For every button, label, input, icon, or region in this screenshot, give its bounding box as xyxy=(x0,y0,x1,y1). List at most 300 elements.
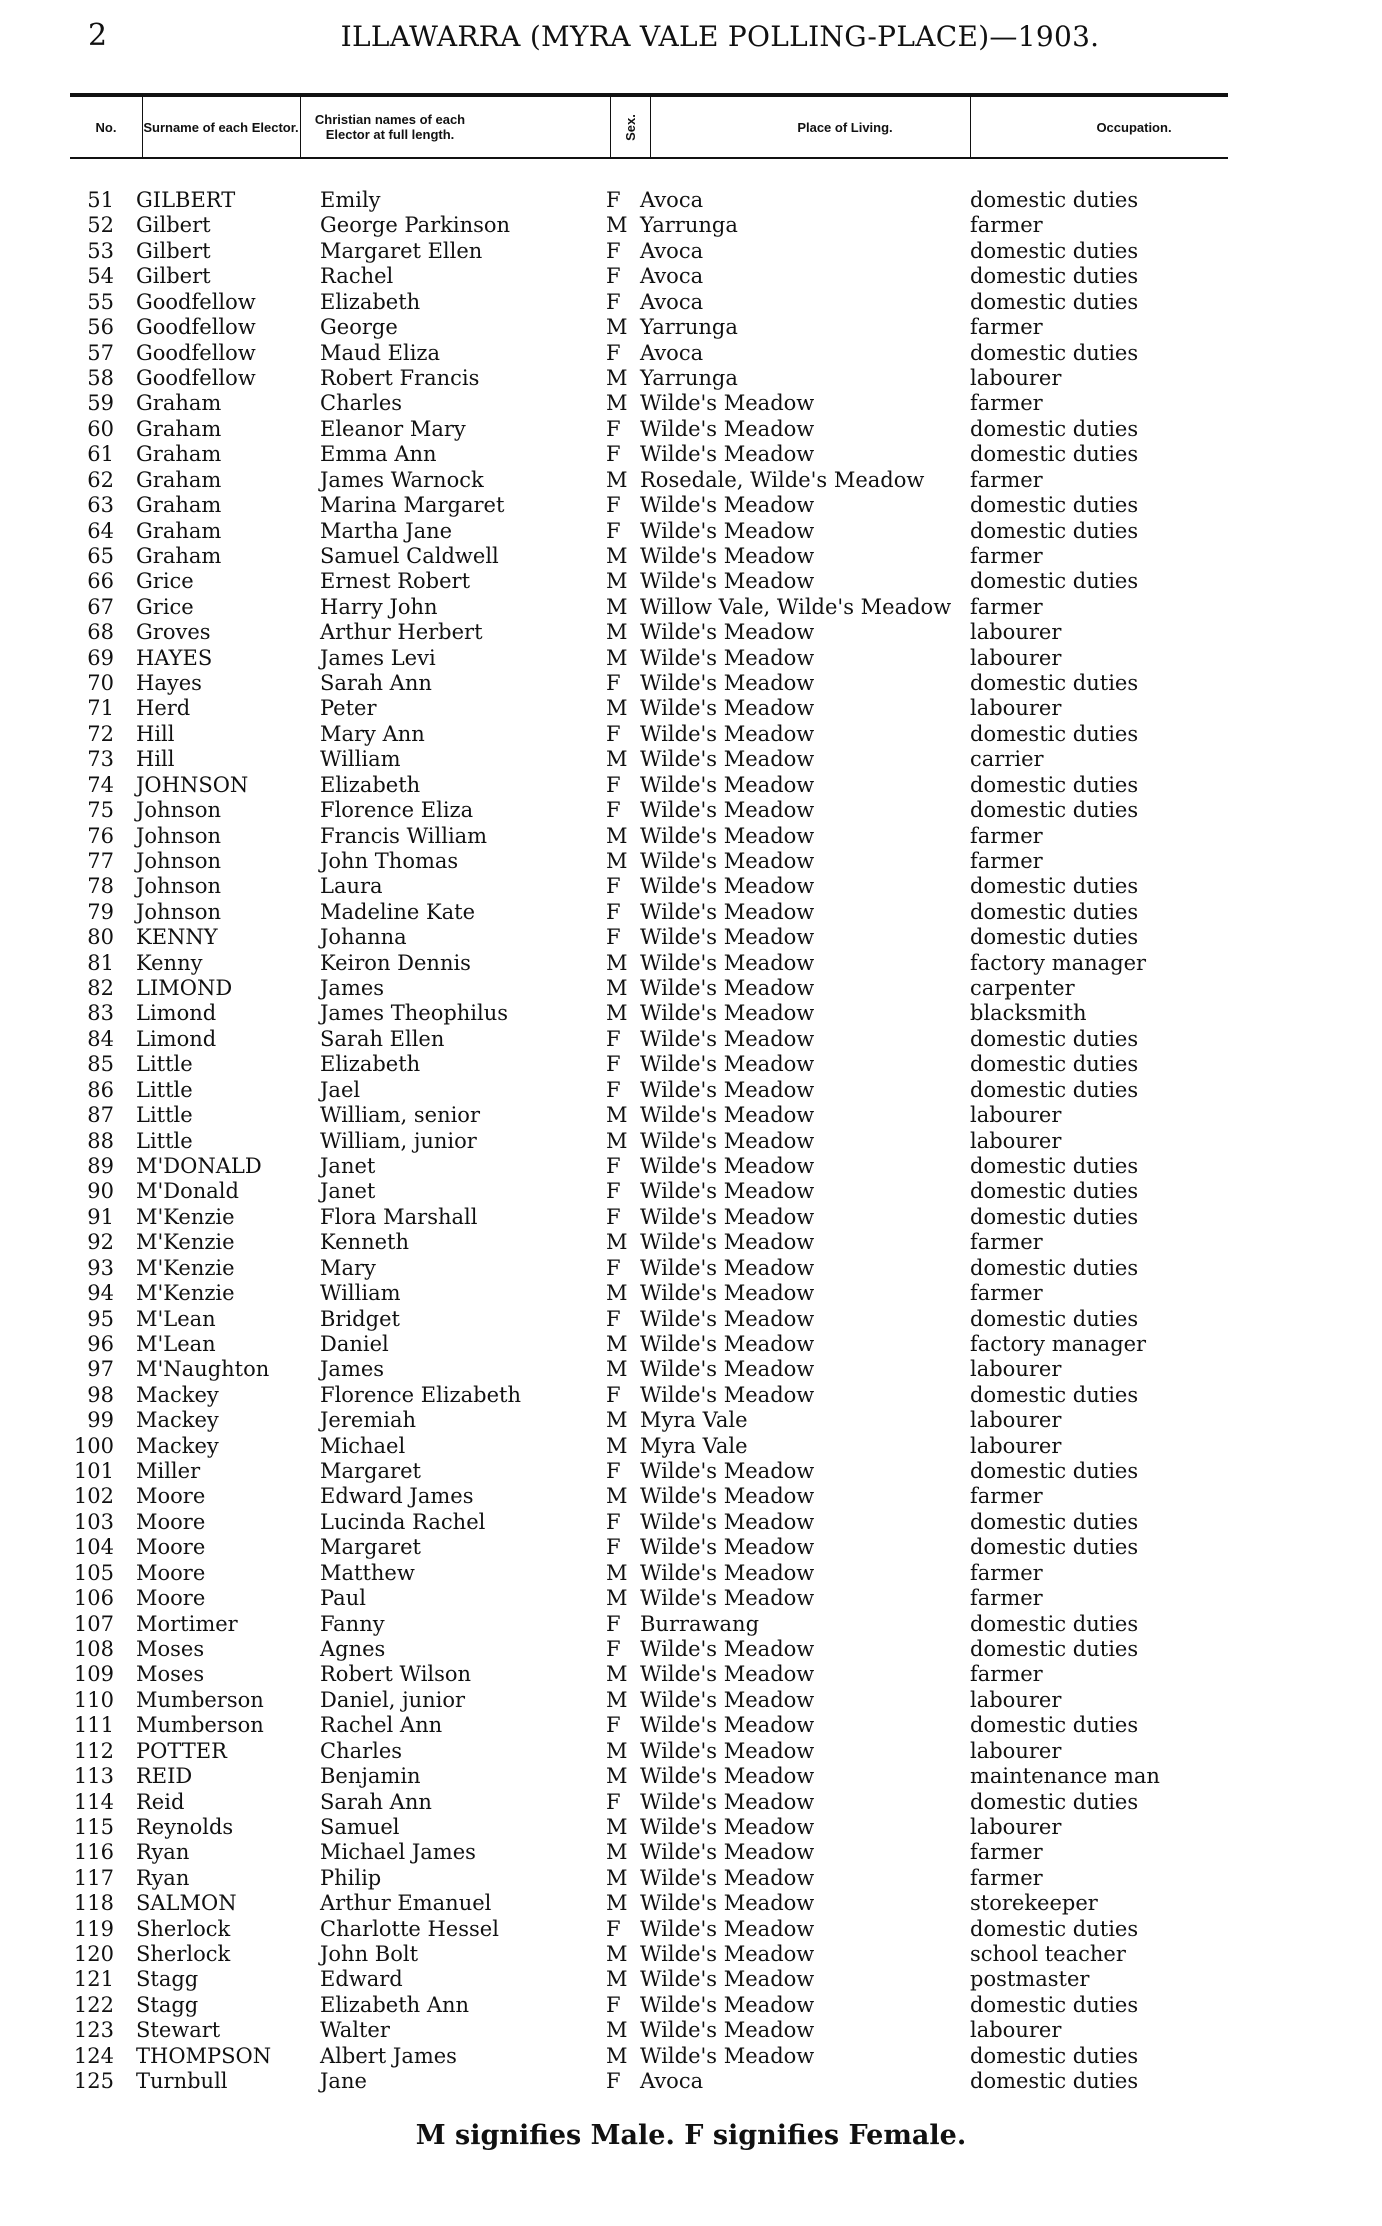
table-row xyxy=(0,1561,1382,1586)
elector-surname: Graham xyxy=(136,442,222,467)
elector-christian-names: Edward James xyxy=(320,1484,474,1509)
elector-surname: Kenny xyxy=(136,950,203,975)
elector-occupation: farmer xyxy=(970,1230,1043,1255)
elector-surname: Mackey xyxy=(136,1382,219,1407)
elector-number: 81 xyxy=(87,950,114,975)
table-row xyxy=(0,1917,1382,1942)
column-divider xyxy=(610,97,611,157)
elector-sex: F xyxy=(606,1459,621,1483)
table-row xyxy=(0,1179,1382,1204)
elector-occupation: school teacher xyxy=(970,1942,1126,1966)
elector-occupation: domestic duties xyxy=(970,340,1139,365)
elector-surname: Gilbert xyxy=(136,264,211,289)
elector-sex: M xyxy=(606,1586,628,1611)
elector-christian-names: Matthew xyxy=(320,1560,415,1585)
elector-place-of-living: Wilde's Meadow xyxy=(640,518,815,543)
elector-surname: Hill xyxy=(136,721,175,746)
elector-occupation: domestic duties xyxy=(970,1509,1139,1534)
header-christian-names: Christian names of each Elector at full length. xyxy=(314,112,466,142)
table-row xyxy=(0,468,1382,493)
elector-place-of-living: Yarrunga xyxy=(640,315,738,340)
elector-sex: F xyxy=(606,238,621,263)
elector-number: 53 xyxy=(87,238,114,263)
elector-sex: M xyxy=(606,950,628,975)
table-header xyxy=(70,97,1228,157)
elector-surname: Ryan xyxy=(136,1865,190,1890)
elector-surname: Goodfellow xyxy=(136,365,256,390)
elector-sex: F xyxy=(606,264,621,289)
elector-christian-names: Samuel xyxy=(320,1814,400,1839)
table-row xyxy=(0,874,1382,899)
elector-surname: Graham xyxy=(136,391,222,416)
elector-place-of-living: Yarrunga xyxy=(640,213,738,238)
elector-sex: M xyxy=(606,543,628,568)
elector-christian-names: Robert Wilson xyxy=(320,1662,472,1687)
elector-surname: M'Kenzie xyxy=(136,1204,235,1229)
elector-occupation: domestic duties xyxy=(970,1306,1139,1331)
elector-number: 106 xyxy=(73,1586,114,1611)
elector-surname: Grice xyxy=(136,594,194,619)
table-row xyxy=(0,264,1382,289)
elector-sex: F xyxy=(606,721,621,746)
elector-surname: Graham xyxy=(136,543,222,568)
table-row xyxy=(0,1332,1382,1357)
table-row xyxy=(0,1001,1382,1026)
elector-place-of-living: Wilde's Meadow xyxy=(640,1255,815,1280)
elector-place-of-living: Wilde's Meadow xyxy=(640,1891,815,1916)
elector-sex: F xyxy=(606,1636,621,1661)
table-row xyxy=(0,671,1382,696)
elector-place-of-living: Wilde's Meadow xyxy=(640,721,815,746)
elector-occupation: domestic duties xyxy=(970,1204,1139,1229)
elector-number: 68 xyxy=(87,620,114,645)
elector-occupation: domestic duties xyxy=(970,2069,1139,2094)
elector-number: 100 xyxy=(73,1433,114,1458)
table-row xyxy=(0,1408,1382,1433)
elector-christian-names: James Levi xyxy=(320,645,436,670)
elector-surname: Turnbull xyxy=(136,2069,228,2094)
elector-christian-names: Maud Eliza xyxy=(320,340,441,365)
elector-surname: Moore xyxy=(136,1586,206,1611)
elector-christian-names: Kenneth xyxy=(320,1230,409,1255)
elector-place-of-living: Wilde's Meadow xyxy=(640,1128,815,1153)
elector-christian-names: Florence Eliza xyxy=(320,798,474,823)
elector-sex: F xyxy=(606,493,621,517)
elector-sex: M xyxy=(606,391,628,416)
elector-place-of-living: Wilde's Meadow xyxy=(640,1230,815,1255)
elector-sex: M xyxy=(606,2043,628,2068)
elector-christian-names: Samuel Caldwell xyxy=(320,543,499,568)
elector-christian-names: Emily xyxy=(320,188,381,212)
elector-occupation: domestic duties xyxy=(970,899,1139,924)
elector-sex: M xyxy=(606,2018,628,2043)
table-row xyxy=(0,1535,1382,1560)
elector-number: 93 xyxy=(87,1255,114,1280)
elector-number: 89 xyxy=(87,1154,114,1178)
elector-place-of-living: Rosedale, Wilde's Meadow xyxy=(640,467,925,492)
elector-sex: F xyxy=(606,874,621,899)
elector-place-of-living: Wilde's Meadow xyxy=(640,874,815,899)
elector-number: 108 xyxy=(73,1636,114,1661)
elector-place-of-living: Wilde's Meadow xyxy=(640,1001,815,1026)
table-row xyxy=(0,620,1382,645)
elector-number: 61 xyxy=(87,442,114,467)
elector-place-of-living: Wilde's Meadow xyxy=(640,1077,815,1102)
elector-occupation: farmer xyxy=(970,848,1043,873)
elector-christian-names: James Warnock xyxy=(320,467,484,492)
elector-place-of-living: Wilde's Meadow xyxy=(640,696,815,721)
elector-surname: M'Naughton xyxy=(136,1357,270,1382)
table-row xyxy=(0,1891,1382,1916)
elector-place-of-living: Avoca xyxy=(640,188,704,212)
elector-number: 120 xyxy=(73,1942,114,1966)
elector-place-of-living: Wilde's Meadow xyxy=(640,823,815,848)
elector-occupation: domestic duties xyxy=(970,671,1139,695)
elector-place-of-living: Myra Vale xyxy=(640,1408,748,1433)
elector-number: 51 xyxy=(87,188,114,212)
elector-christian-names: Bridget xyxy=(320,1306,400,1331)
elector-occupation: domestic duties xyxy=(970,798,1139,823)
elector-surname: JOHNSON xyxy=(136,772,249,797)
column-divider xyxy=(650,97,651,157)
elector-place-of-living: Wilde's Meadow xyxy=(640,671,815,695)
table-row xyxy=(0,1357,1382,1382)
elector-place-of-living: Wilde's Meadow xyxy=(640,1967,815,1992)
elector-sex: F xyxy=(606,1535,621,1560)
elector-place-of-living: Wilde's Meadow xyxy=(640,1992,815,2017)
elector-place-of-living: Wilde's Meadow xyxy=(640,1484,815,1509)
elector-number: 79 xyxy=(87,899,114,924)
elector-surname: POTTER xyxy=(136,1738,227,1763)
elector-surname: M'Kenzie xyxy=(136,1230,235,1255)
elector-christian-names: William, senior xyxy=(320,1103,480,1128)
elector-occupation: domestic duties xyxy=(970,1789,1139,1814)
elector-sex: F xyxy=(606,671,621,695)
elector-surname: Sherlock xyxy=(136,1916,231,1941)
elector-surname: Gilbert xyxy=(136,213,211,238)
elector-occupation: farmer xyxy=(970,543,1043,568)
elector-number: 85 xyxy=(87,1052,114,1077)
elector-sex: F xyxy=(606,289,621,314)
elector-number: 80 xyxy=(87,925,114,950)
elector-christian-names: Sarah Ann xyxy=(320,1789,432,1814)
table-row xyxy=(0,849,1382,874)
elector-sex: F xyxy=(606,416,621,441)
elector-christian-names: Charles xyxy=(320,391,403,416)
elector-occupation: domestic duties xyxy=(970,1255,1139,1280)
elector-sex: F xyxy=(606,1916,621,1941)
elector-occupation: domestic duties xyxy=(970,1154,1139,1178)
elector-surname: M'Kenzie xyxy=(136,1281,235,1306)
table-row xyxy=(0,1307,1382,1332)
elector-number: 121 xyxy=(73,1967,114,1992)
table-row xyxy=(0,1154,1382,1179)
table-row xyxy=(0,239,1382,264)
elector-occupation: domestic duties xyxy=(970,1459,1139,1483)
elector-sex: M xyxy=(606,848,628,873)
elector-christian-names: Daniel xyxy=(320,1331,389,1356)
elector-place-of-living: Wilde's Meadow xyxy=(640,1814,815,1839)
elector-number: 82 xyxy=(87,976,114,1000)
table-row xyxy=(0,2069,1382,2094)
elector-surname: Moses xyxy=(136,1662,205,1687)
elector-place-of-living: Avoca xyxy=(640,289,704,314)
elector-occupation: domestic duties xyxy=(970,1713,1139,1738)
elector-surname: Reid xyxy=(136,1789,185,1814)
elector-surname: REID xyxy=(136,1764,193,1788)
elector-surname: Johnson xyxy=(136,823,222,848)
elector-number: 69 xyxy=(87,645,114,670)
elector-occupation: domestic duties xyxy=(970,1916,1139,1941)
elector-occupation: farmer xyxy=(970,1662,1043,1687)
column-divider xyxy=(970,97,971,157)
elector-surname: Stagg xyxy=(136,1992,199,2017)
table-row xyxy=(0,1586,1382,1611)
elector-occupation: labourer xyxy=(970,1357,1062,1382)
elector-occupation: factory manager xyxy=(970,1331,1147,1356)
elector-number: 64 xyxy=(87,518,114,543)
elector-christian-names: Margaret Ellen xyxy=(320,238,483,263)
elector-occupation: domestic duties xyxy=(970,1535,1139,1560)
elector-sex: M xyxy=(606,365,628,390)
elector-sex: M xyxy=(606,823,628,848)
elector-sex: M xyxy=(606,1738,628,1763)
elector-place-of-living: Wilde's Meadow xyxy=(640,442,815,467)
elector-number: 84 xyxy=(87,1026,114,1051)
elector-place-of-living: Wilde's Meadow xyxy=(640,1331,815,1356)
table-row xyxy=(0,1052,1382,1077)
elector-place-of-living: Wilde's Meadow xyxy=(640,798,815,823)
elector-christian-names: Florence Elizabeth xyxy=(320,1382,521,1407)
elector-sex: M xyxy=(606,594,628,619)
elector-sex: M xyxy=(606,1408,628,1433)
elector-surname: Mumberson xyxy=(136,1687,264,1712)
elector-sex: M xyxy=(606,1560,628,1585)
elector-occupation: labourer xyxy=(970,1128,1062,1153)
elector-occupation: domestic duties xyxy=(970,289,1139,314)
elector-place-of-living: Wilde's Meadow xyxy=(640,1281,815,1306)
elector-christian-names: Agnes xyxy=(320,1636,386,1661)
elector-place-of-living: Wilde's Meadow xyxy=(640,1586,815,1611)
table-row xyxy=(0,1459,1382,1484)
elector-number: 95 xyxy=(87,1306,114,1331)
elector-sex: F xyxy=(606,2069,621,2094)
elector-number: 94 xyxy=(87,1281,114,1306)
elector-place-of-living: Wilde's Meadow xyxy=(640,1357,815,1382)
elector-place-of-living: Wilde's Meadow xyxy=(640,645,815,670)
elector-occupation: storekeeper xyxy=(970,1891,1098,1916)
elector-number: 103 xyxy=(73,1509,114,1534)
elector-occupation: farmer xyxy=(970,823,1043,848)
elector-surname: Johnson xyxy=(136,874,222,899)
elector-number: 76 xyxy=(87,823,114,848)
elector-sex: F xyxy=(606,1026,621,1051)
elector-number: 109 xyxy=(73,1662,114,1687)
elector-sex: M xyxy=(606,467,628,492)
elector-occupation: carrier xyxy=(970,747,1044,772)
elector-christian-names: Janet xyxy=(320,1179,376,1204)
elector-number: 114 xyxy=(73,1789,114,1814)
elector-number: 77 xyxy=(87,848,114,873)
elector-christian-names: Philip xyxy=(320,1865,382,1890)
elector-sex: M xyxy=(606,1840,628,1865)
elector-sex: M xyxy=(606,1891,628,1916)
table-row xyxy=(0,1993,1382,2018)
elector-surname: KENNY xyxy=(136,925,218,950)
elector-place-of-living: Wilde's Meadow xyxy=(640,950,815,975)
elector-christian-names: Marina Margaret xyxy=(320,493,505,517)
elector-christian-names: Jael xyxy=(320,1077,361,1102)
header-no: No. xyxy=(95,119,117,135)
elector-place-of-living: Wilde's Meadow xyxy=(640,1687,815,1712)
elector-place-of-living: Wilde's Meadow xyxy=(640,543,815,568)
elector-christian-names: Mary Ann xyxy=(320,721,425,746)
elector-sex: F xyxy=(606,1052,621,1077)
elector-sex: F xyxy=(606,1306,621,1331)
table-row xyxy=(0,1637,1382,1662)
table-row xyxy=(0,595,1382,620)
elector-sex: M xyxy=(606,1230,628,1255)
elector-place-of-living: Wilde's Meadow xyxy=(640,1026,815,1051)
elector-sex: F xyxy=(606,518,621,543)
elector-occupation: farmer xyxy=(970,1281,1043,1306)
elector-sex: F xyxy=(606,1611,621,1636)
elector-occupation: labourer xyxy=(970,1433,1062,1458)
elector-number: 55 xyxy=(87,289,114,314)
elector-number: 58 xyxy=(87,365,114,390)
elector-christian-names: Sarah Ann xyxy=(320,671,432,695)
elector-christian-names: Fanny xyxy=(320,1611,385,1636)
elector-sex: M xyxy=(606,747,628,772)
elector-sex: M xyxy=(606,1331,628,1356)
elector-surname: Ryan xyxy=(136,1840,190,1865)
elector-surname: Limond xyxy=(136,1026,217,1051)
elector-christian-names: Michael xyxy=(320,1433,406,1458)
elector-place-of-living: Wilde's Meadow xyxy=(640,1179,815,1204)
elector-occupation: farmer xyxy=(970,467,1043,492)
elector-occupation: domestic duties xyxy=(970,925,1139,950)
table-row xyxy=(0,1078,1382,1103)
elector-place-of-living: Wilde's Meadow xyxy=(640,747,815,772)
elector-christian-names: Jane xyxy=(320,2069,367,2094)
elector-number: 98 xyxy=(87,1382,114,1407)
elector-surname: Hill xyxy=(136,747,175,772)
elector-sex: M xyxy=(606,1662,628,1687)
elector-number: 102 xyxy=(73,1484,114,1509)
table-row xyxy=(0,1129,1382,1154)
elector-surname: Stagg xyxy=(136,1967,199,1992)
elector-number: 111 xyxy=(73,1713,114,1738)
elector-sex: M xyxy=(606,645,628,670)
table-row xyxy=(0,1383,1382,1408)
elector-place-of-living: Wilde's Meadow xyxy=(640,1789,815,1814)
elector-surname: Graham xyxy=(136,467,222,492)
elector-sex: F xyxy=(606,1789,621,1814)
elector-number: 116 xyxy=(73,1840,114,1865)
elector-occupation: domestic duties xyxy=(970,518,1139,543)
elector-occupation: domestic duties xyxy=(970,2043,1139,2068)
elector-number: 86 xyxy=(87,1077,114,1102)
header-sex-cell xyxy=(610,97,650,157)
elector-place-of-living: Wilde's Meadow xyxy=(640,1459,815,1483)
elector-number: 115 xyxy=(73,1814,114,1839)
header-surname: Surname of each Elector. xyxy=(143,119,299,135)
table-row xyxy=(0,696,1382,721)
elector-occupation: domestic duties xyxy=(970,442,1139,467)
elector-sex: F xyxy=(606,1992,621,2017)
elector-surname: Stewart xyxy=(136,2018,221,2043)
elector-occupation: labourer xyxy=(970,1738,1062,1763)
elector-number: 59 xyxy=(87,391,114,416)
table-row xyxy=(0,1713,1382,1738)
elector-number: 75 xyxy=(87,798,114,823)
elector-occupation: farmer xyxy=(970,1586,1043,1611)
elector-place-of-living: Wilde's Meadow xyxy=(640,1840,815,1865)
elector-sex: F xyxy=(606,1179,621,1204)
table-row xyxy=(0,1434,1382,1459)
elector-occupation: farmer xyxy=(970,1560,1043,1585)
table-row xyxy=(0,1205,1382,1230)
elector-christian-names: Arthur Herbert xyxy=(320,620,483,645)
table-row xyxy=(0,1790,1382,1815)
elector-christian-names: Laura xyxy=(320,874,383,899)
elector-occupation: labourer xyxy=(970,1814,1062,1839)
elector-occupation: labourer xyxy=(970,1408,1062,1433)
elector-christian-names: Rachel Ann xyxy=(320,1713,443,1738)
elector-surname: Goodfellow xyxy=(136,315,256,340)
table-row xyxy=(0,1281,1382,1306)
elector-place-of-living: Wilde's Meadow xyxy=(640,569,815,594)
elector-occupation: domestic duties xyxy=(970,721,1139,746)
elector-sex: M xyxy=(606,696,628,721)
elector-christian-names: Margaret xyxy=(320,1535,421,1560)
elector-sex: M xyxy=(606,1357,628,1382)
elector-number: 97 xyxy=(87,1357,114,1382)
elector-christian-names: Paul xyxy=(320,1586,366,1611)
elector-number: 56 xyxy=(87,315,114,340)
elector-christian-names: George xyxy=(320,315,398,340)
elector-sex: F xyxy=(606,772,621,797)
elector-christian-names: Jeremiah xyxy=(320,1408,416,1433)
elector-place-of-living: Wilde's Meadow xyxy=(640,1509,815,1534)
elector-sex: M xyxy=(606,1433,628,1458)
table-row xyxy=(0,1027,1382,1052)
elector-christian-names: Francis William xyxy=(320,823,488,848)
elector-number: 87 xyxy=(87,1103,114,1128)
elector-number: 62 xyxy=(87,467,114,492)
elector-occupation: domestic duties xyxy=(970,493,1139,517)
elector-place-of-living: Avoca xyxy=(640,340,704,365)
elector-number: 107 xyxy=(73,1611,114,1636)
header-occupation: Occupation. xyxy=(1096,119,1172,135)
elector-christian-names: Sarah Ellen xyxy=(320,1026,445,1051)
table-row xyxy=(0,1967,1382,1992)
elector-place-of-living: Wilde's Meadow xyxy=(640,1306,815,1331)
elector-place-of-living: Wilde's Meadow xyxy=(640,976,815,1000)
elector-occupation: blacksmith xyxy=(970,1001,1087,1026)
elector-surname: Grice xyxy=(136,569,194,594)
elector-christian-names: George Parkinson xyxy=(320,213,511,238)
elector-sex: M xyxy=(606,1001,628,1026)
table-row xyxy=(0,646,1382,671)
table-row xyxy=(0,1840,1382,1865)
elector-sex: M xyxy=(606,569,628,594)
elector-surname: Mackey xyxy=(136,1433,219,1458)
elector-christian-names: Daniel, junior xyxy=(320,1687,466,1712)
elector-occupation: farmer xyxy=(970,1840,1043,1865)
elector-surname: Little xyxy=(136,1103,193,1128)
elector-occupation: domestic duties xyxy=(970,1636,1139,1661)
